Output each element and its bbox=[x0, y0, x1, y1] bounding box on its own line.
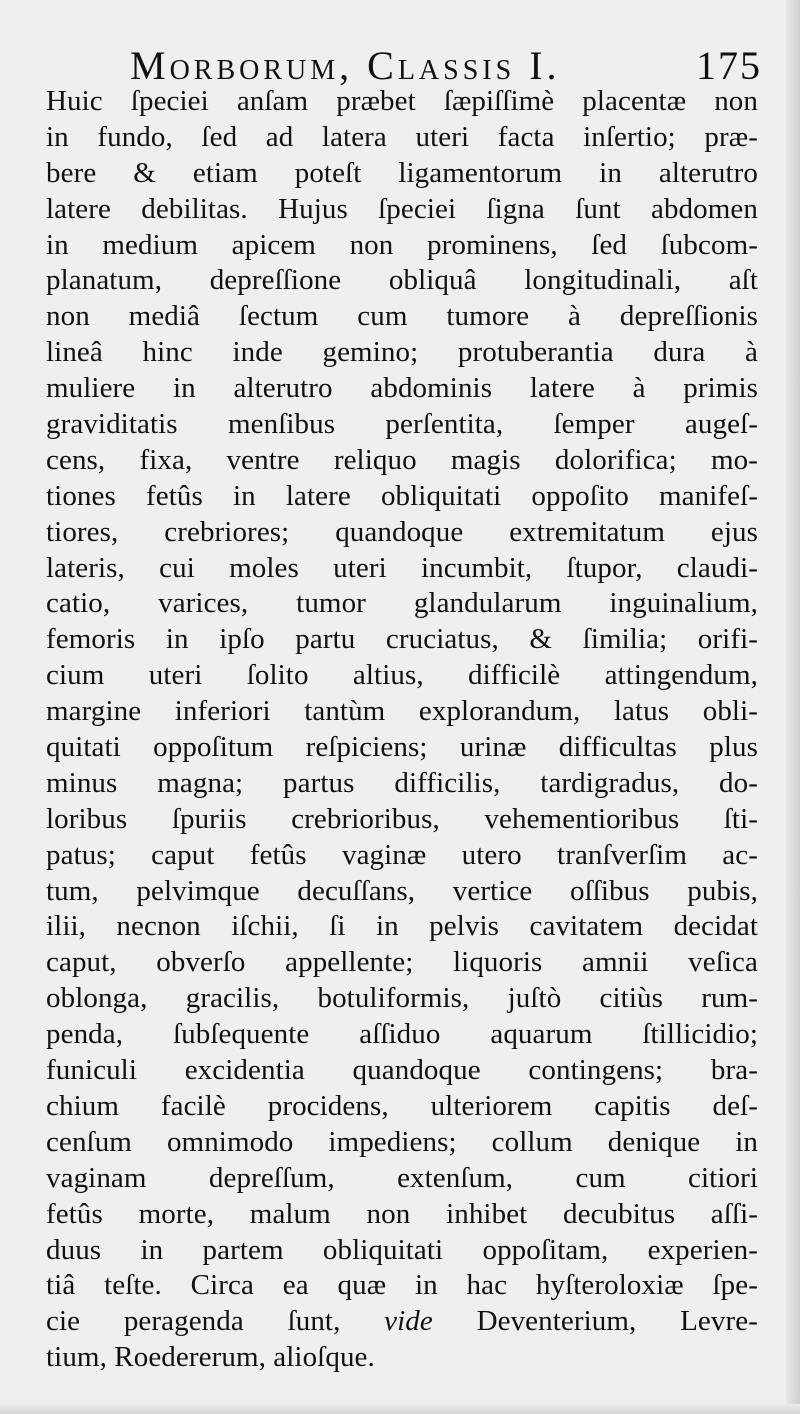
text-line: femoris in ipſo partu cruciatus, & ſimilia; orifi- bbox=[46, 623, 758, 656]
text-line: loribus ſpuriis crebrioribus, vehementioribus ſti- bbox=[46, 802, 758, 835]
text-line: penda, ſubſequente aſſiduo aquarum ſtillicidio; bbox=[46, 1018, 758, 1051]
text-line: fetûs morte, malum non inhibet decubitus aſſi- bbox=[46, 1197, 758, 1230]
text-line: quitati oppoſitum reſpiciens; urinæ difficultas plus bbox=[46, 731, 758, 764]
text-line: margine inferiori tantùm explorandum, latus obli- bbox=[46, 695, 758, 728]
text-line: latere debilitas. Hujus ſpeciei ſigna ſunt abdomen bbox=[46, 192, 758, 225]
text-line: duus in partem obliquitati oppoſitam, experien- bbox=[46, 1233, 758, 1266]
text-line: tiores, crebriores; quandoque extremitatum ejus bbox=[46, 515, 758, 548]
text-line: funiculi excidentia quandoque contingens; bra- bbox=[46, 1054, 758, 1087]
page-bottom-shadow bbox=[0, 1404, 800, 1414]
text-line: in medium apicem non prominens, ſed ſubcom- bbox=[46, 228, 758, 261]
text-line: minus magna; partus difficilis, tardigradus, do- bbox=[46, 766, 758, 799]
page-number: 175 bbox=[696, 43, 762, 88]
italic-word: vide bbox=[384, 1305, 433, 1338]
text-line-last: tium, Roedererum, alioſque. bbox=[46, 1341, 375, 1374]
text-line: patus; caput fetûs vaginæ utero tranſverſim ac- bbox=[46, 838, 758, 871]
text-fragment: Deventerium, Levre- bbox=[432, 1305, 758, 1338]
text-line: cium uteri ſolito altius, difficilè attingendum, bbox=[46, 659, 758, 692]
body-text bbox=[46, 84, 758, 1376]
text-line: chium facilè procidens, ulteriorem capitis deſ- bbox=[46, 1089, 758, 1122]
text-line: in fundo, ſed ad latera uteri facta inſertio; præ- bbox=[46, 120, 758, 153]
text-line: tum, pelvimque decuſſans, vertice oſſibus pubis, bbox=[46, 874, 758, 907]
text-line: non mediâ ſectum cum tumore à depreſſionis bbox=[46, 300, 758, 333]
text-line: tiâ teſte. Circa ea quæ in hac hyſteroloxiæ ſpe- bbox=[46, 1269, 758, 1302]
text-line: tiones fetûs in latere obliquitati oppoſito manifeſ- bbox=[46, 479, 758, 512]
text-line: graviditatis menſibus perſentita, ſemper augeſ- bbox=[46, 408, 758, 441]
text-line: oblonga, gracilis, botuliformis, juſtò citiùs rum- bbox=[46, 982, 758, 1015]
text-line: cens, fixa, ventre reliquo magis dolorifica; mo- bbox=[46, 443, 758, 476]
running-title: Morborum, Classis I. bbox=[130, 43, 561, 88]
text-line: planatum, depreſſione obliquâ longitudinali, aſt bbox=[46, 264, 758, 297]
text-line: muliere in alterutro abdominis latere à primis bbox=[46, 372, 758, 405]
text-line: bere & etiam poteſt ligamentorum in alterutro bbox=[46, 156, 758, 189]
text-line: lateris, cui moles uteri incumbit, ſtupor, claudi- bbox=[46, 551, 758, 584]
text-line: lineâ hinc inde gemino; protuberantia dura à bbox=[46, 336, 758, 369]
page-edge-shadow bbox=[786, 0, 800, 1414]
text-line: caput, obverſo appellente; liquoris amnii veſica bbox=[46, 946, 758, 979]
text-fragment: cie peragenda ſunt, bbox=[46, 1305, 385, 1338]
text-line: ilii, necnon iſchii, ſi in pelvis cavitatem decidat bbox=[46, 910, 758, 943]
text-line: cenſum omnimodo impediens; collum denique in bbox=[46, 1125, 758, 1158]
text-line: vaginam depreſſum, extenſum, cum citiori bbox=[46, 1161, 758, 1194]
text-line: catio, varices, tumor glandularum inguinalium, bbox=[46, 587, 758, 620]
text-line: Huic ſpeciei anſam præbet ſæpiſſimè placentæ non bbox=[46, 85, 758, 117]
text-line-with-italic bbox=[46, 1304, 758, 1340]
